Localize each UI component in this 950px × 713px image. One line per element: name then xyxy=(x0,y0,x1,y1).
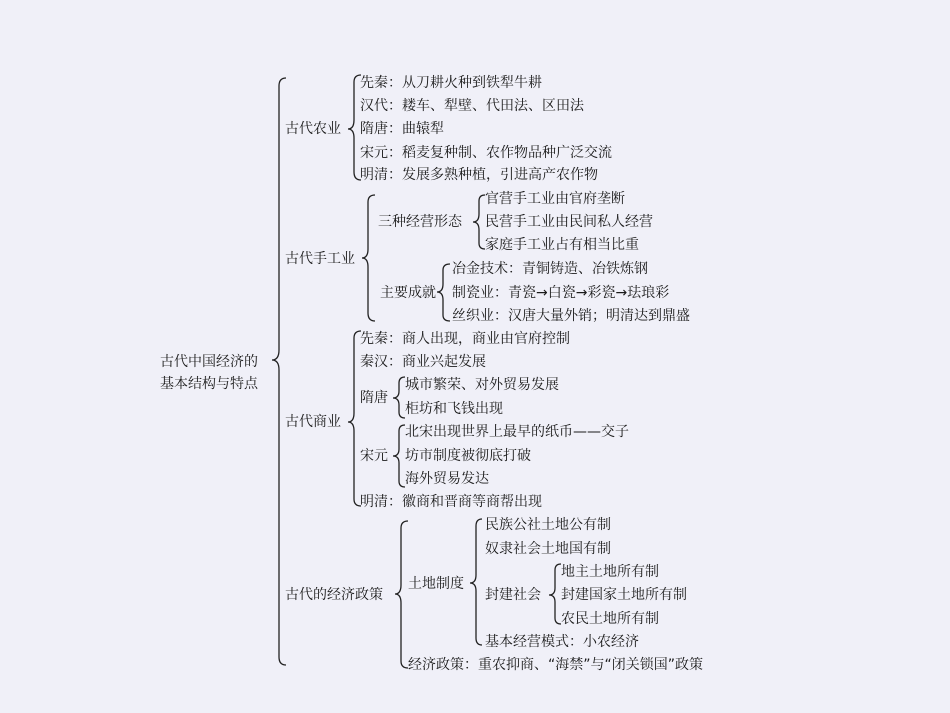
policy-econ-policy: 经济政策：重农抑商、“海禁”与“闭关锁国”政策 xyxy=(408,657,704,673)
policy-feudal-item: 地主土地所有制 xyxy=(561,564,659,580)
policy-land-item: 奴隶社会土地国有制 xyxy=(485,541,611,557)
commerce-songyuan-item: 海外贸易发达 xyxy=(405,471,489,487)
policy-feudal-item: 农民土地所有制 xyxy=(561,611,659,627)
bracket-handicraft xyxy=(362,195,375,321)
handicraft-achievement: 冶金技术：青铜铸造、冶铁炼钢 xyxy=(452,261,648,277)
commerce-mingqing: 明清：徽商和晋商等商帮出现 xyxy=(360,494,542,510)
handicraft-form: 家庭手工业占有相当比重 xyxy=(485,237,639,253)
handicraft-label: 古代手工业 xyxy=(285,251,355,267)
bracket-policy xyxy=(395,521,408,668)
bracket-suitang xyxy=(393,377,405,418)
bracket-land xyxy=(470,519,482,645)
agriculture-item: 先秦：从刀耕火种到铁犁牛耕 xyxy=(360,75,542,91)
policy-label: 古代的经济政策 xyxy=(285,587,383,603)
bracket-main xyxy=(272,78,286,665)
root-title-line2: 基本结构与特点 xyxy=(160,376,258,392)
policy-basic-mode: 基本经营模式：小农经济 xyxy=(485,634,639,650)
policy-feudal-label: 封建社会 xyxy=(485,587,541,603)
handicraft-achievement: 丝织业：汉唐大量外销；明清达到鼎盛 xyxy=(452,308,690,324)
policy-land-item: 民族公社土地公有制 xyxy=(485,517,611,533)
agriculture-label: 古代农业 xyxy=(285,121,341,137)
agriculture-item: 汉代：耧车、犁壁、代田法、区田法 xyxy=(360,98,584,114)
commerce-qinhan: 秦汉：商业兴起发展 xyxy=(360,354,486,370)
handicraft-achievement: 制瓷业：青瓷→白瓷→彩瓷→珐琅彩 xyxy=(452,285,670,301)
handicraft-achieve-label: 主要成就 xyxy=(380,285,436,301)
commerce-songyuan-item: 北宋出现世界上最早的纸币——交子 xyxy=(405,424,629,440)
handicraft-form: 民营手工业由民间私人经营 xyxy=(485,214,653,230)
commerce-suitang-item: 柜坊和飞钱出现 xyxy=(405,401,503,417)
commerce-xianqin: 先秦：商人出现，商业由官府控制 xyxy=(360,331,570,347)
bracket-feudal xyxy=(549,564,561,624)
bracket-achievements xyxy=(437,264,450,321)
policy-land-label: 土地制度 xyxy=(408,576,464,592)
commerce-suitang-label: 隋唐 xyxy=(360,390,388,406)
handicraft-forms-label: 三种经营形态 xyxy=(378,214,462,230)
agriculture-item: 隋唐：曲辕犁 xyxy=(360,121,444,137)
policy-feudal-item: 封建国家土地所有制 xyxy=(561,587,687,603)
agriculture-item: 明清：发展多熟种植，引进高产农作物 xyxy=(360,167,598,183)
bracket-forms xyxy=(473,195,485,249)
bracket-songyuan xyxy=(393,425,405,487)
agriculture-item: 宋元：稻麦复种制、农作物品种广泛交流 xyxy=(360,145,612,161)
commerce-label: 古代商业 xyxy=(285,414,341,430)
commerce-songyuan-label: 宋元 xyxy=(360,448,388,464)
root-title-line1: 古代中国经济的 xyxy=(160,354,258,370)
commerce-songyuan-item: 坊市制度被彻底打破 xyxy=(405,448,531,464)
commerce-suitang-item: 城市繁荣、对外贸易发展 xyxy=(405,377,559,393)
handicraft-form: 官营手工业由官府垄断 xyxy=(485,191,625,207)
